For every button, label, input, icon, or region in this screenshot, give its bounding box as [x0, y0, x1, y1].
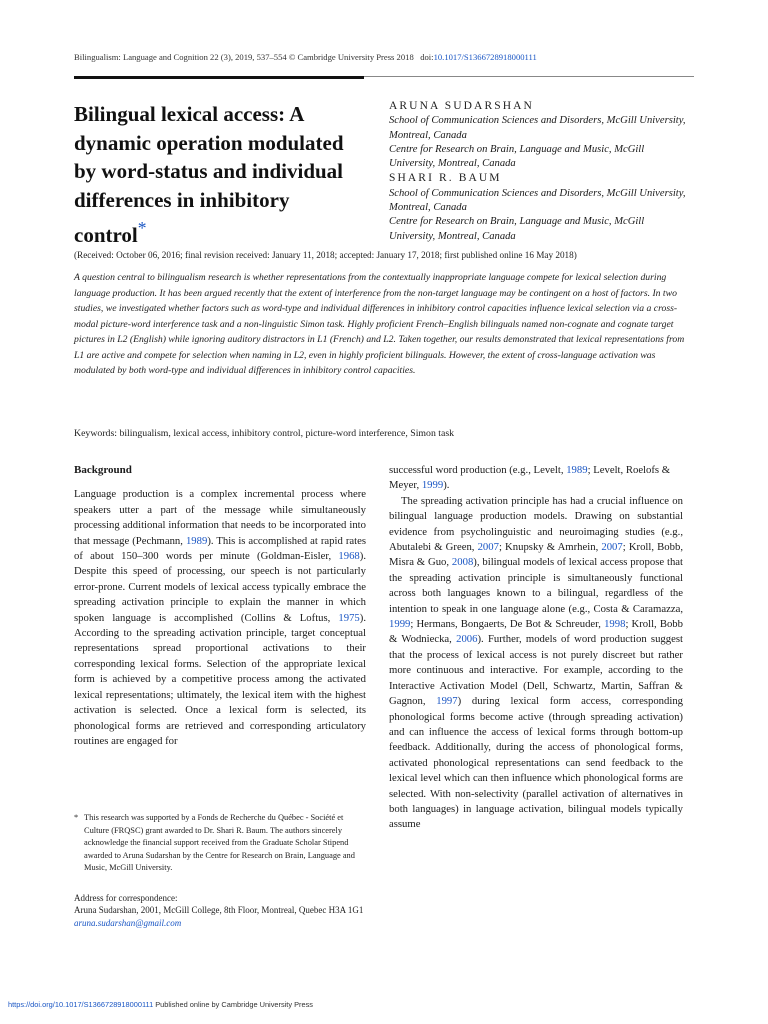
body-text: ). According to the spreading activation principle, target conceptual representations spread proportional activations to their corresponding lexical forms. Selection of the appropriate lexical form is achieved by a competitive process among the activated lexical representations; ultimately, the lexical item with the highest activation is selected. Once a lexical form is selected, its phonological forms are retrieved and corresponding articulatory routines are engaged for: [74, 611, 366, 747]
correspondence-address: [74, 892, 694, 929]
doi-label: doi:: [420, 52, 434, 62]
body-text: ; Knupsky & Amrhein,: [498, 541, 602, 554]
author-2: [389, 171, 689, 243]
title-footnote-link[interactable]: *: [137, 218, 147, 238]
section-heading: Background: [74, 464, 132, 476]
body-column-right: [389, 463, 683, 833]
journal-name: Bilingualism: Language and Cognition 22 (3), 2019, 537–554 © Cambridge University Press 2018: [74, 52, 414, 62]
article-title-text: Bilingual lexical access: A dynamic operation modulated by word-status and individual differences in inhibitory control: [74, 102, 344, 247]
page-footer: [8, 1000, 708, 1009]
citation-link[interactable]: 2008: [451, 556, 474, 569]
article-title: [74, 100, 364, 250]
body-text: ; Kroll, Bobb & Wodniecka,: [389, 618, 683, 646]
email-link[interactable]: aruna.sudarshan@gmail.com: [74, 917, 182, 928]
body-paragraph: [389, 494, 683, 833]
body-column-left: [74, 463, 366, 749]
author-block: [389, 99, 689, 244]
citation-link[interactable]: 1998: [604, 618, 626, 631]
footnote-mark: *: [74, 813, 79, 822]
footnote: [74, 812, 366, 875]
author-affiliation: School of Communication Sciences and Disorders, McGill University, Montreal, Canada: [389, 115, 686, 141]
citation-link[interactable]: 1975: [338, 611, 360, 624]
body-text: ; Kroll, Bobb, Misra & Guo,: [389, 541, 683, 569]
citation-link[interactable]: 2007: [477, 541, 499, 554]
author-affiliation: School of Communication Sciences and Disorders, McGill University, Montreal, Canada: [389, 187, 686, 214]
author-name: ARUNA SUDARSHAN: [389, 100, 534, 112]
journal-citation-line: [74, 52, 694, 62]
citation-link[interactable]: 1997: [436, 695, 458, 708]
author-1: [389, 99, 689, 171]
author-affiliation: Centre for Research on Brain, Language and Music, McGill University, Montreal, Canada: [389, 143, 645, 170]
footer-doi-link[interactable]: https://doi.org/10.1017/S1366728918000111: [8, 1000, 154, 1009]
body-text: ), bilingual models of lexical access propose that the spreading activation principle is simultaneously functional across both languages known to a bilingual, regardless of the intention to speak in one language alone (e.g., Costa & Caramazza,: [389, 556, 683, 615]
footer-text: Published online by Cambridge University Press: [153, 1000, 313, 1009]
footnote-text: This research was supported by a Fonds de Recherche du Québec - Société et Culture (FRQSC) grant awarded to Dr. Shari R. Baum. The authors sincerely acknowledge the financial support received from the Graduate Scholar Stipend awarded to Aruna Sudarshan by the Centre for Research on Brain, Language and Music, McGill University.: [84, 813, 355, 872]
body-text: ). This is accomplished at rapid rates of about 150–300 words per minute (Goldman-Eisler,: [74, 534, 366, 563]
citation-link[interactable]: 1999: [421, 479, 444, 492]
doi-link[interactable]: 10.1017/S1366728918000111: [433, 52, 537, 62]
body-text: ). Further, models of word production suggest that the process of lexical access is not purely discreet but rather more continuous and interactive. For example, according to the Interactive Activation Model (Dell, Schwartz, Martin, Saffran & Gagnon,: [389, 633, 683, 708]
body-paragraph: [389, 463, 683, 494]
body-text: successful word production (e.g., Levelt,: [389, 464, 567, 476]
abstract: A question central to bilingualism research is whether representations from the contextually inappropriate language compete for lexical selection during language production. It has been argued recently that the extent of interference from the non-target language may be contingent on a host of factors. In two studies, we investigated whether factors such as word-type and individual differences in inhibitory control capacities influence lexical selection via a cross-modal picture-word interference task and a non-linguistic Simon task. Highly proficient French–English bilinguals named non-cognate and cognate target pictures in L2 (English) while ignoring auditory distractors in L1 (French) and L2. Taken together, our results demonstrated that lexical representations from L1 are active and compete for selection when naming in L2, even in highly proficient bilinguals. However, the extent of cross-language activation was modulated by both word-type and individual differences in inhibitory control capacities.: [74, 272, 685, 376]
body-text: The spreading activation principle has had a crucial influence on bilingual language production models. Drawing on substantial evidence from psycholinguistic and neuroimaging studies (e.g., Abutalebi & Green,: [389, 494, 683, 554]
address-heading: Address for correspondence:: [74, 893, 178, 903]
body-text: ).: [443, 479, 450, 492]
header-rule-accent: [74, 76, 364, 79]
body-text: Language production is a complex incremental process where speakers utter a part of the message while simultaneously processing additional information that needs to be incorporated into that message (Pechmann,: [74, 488, 366, 547]
citation-link[interactable]: 1968: [338, 550, 360, 563]
citation-link[interactable]: 2006: [456, 633, 478, 646]
received-dates: (Received: October 06, 2016; final revision received: January 11, 2018; accepted: January 17, 2018; first published online 16 May 2018): [74, 250, 577, 260]
citation-link[interactable]: 1989: [185, 534, 208, 547]
body-text: ). Despite this speed of processing, our speech is not particularly error-prone. Current models of lexical access typically embrace the spreading activation principle to explain the manner in which spoken language is accomplished (Collins & Loftus,: [74, 550, 366, 624]
body-text: ; Hermans, Bongaerts, De Bot & Schreuder,: [410, 618, 605, 631]
citation-link[interactable]: 1999: [389, 618, 411, 631]
author-name: SHARI R. BAUM: [389, 172, 502, 185]
keywords: Keywords: bilingualism, lexical access, inhibitory control, picture-word interference, Simon task: [74, 428, 455, 439]
citation-link[interactable]: 1989: [566, 464, 588, 476]
body-text: ; Levelt, Roelofs & Meyer,: [389, 464, 671, 492]
body-text: ) during lexical form access, corresponding phonological forms become active (through spreading activation) and can influence the access of lexical forms through bottom-up feedback. Additionally, during the access of phonological forms, activated phonological representations can send feedback to the lexical level which can then influence which phonological forms are selected. With non-selectivity (parallel activation of alternatives in both languages) in language activation, bilingual models typically assume: [389, 695, 684, 831]
address-line: Aruna Sudarshan, 2001, McGill College, 8th Floor, Montreal, Quebec H3A 1G1: [74, 905, 364, 916]
author-affiliation: Centre for Research on Brain, Language and Music, McGill University, Montreal, Canada: [389, 216, 645, 242]
body-paragraph: [74, 487, 366, 749]
citation-link[interactable]: 2007: [601, 541, 623, 554]
